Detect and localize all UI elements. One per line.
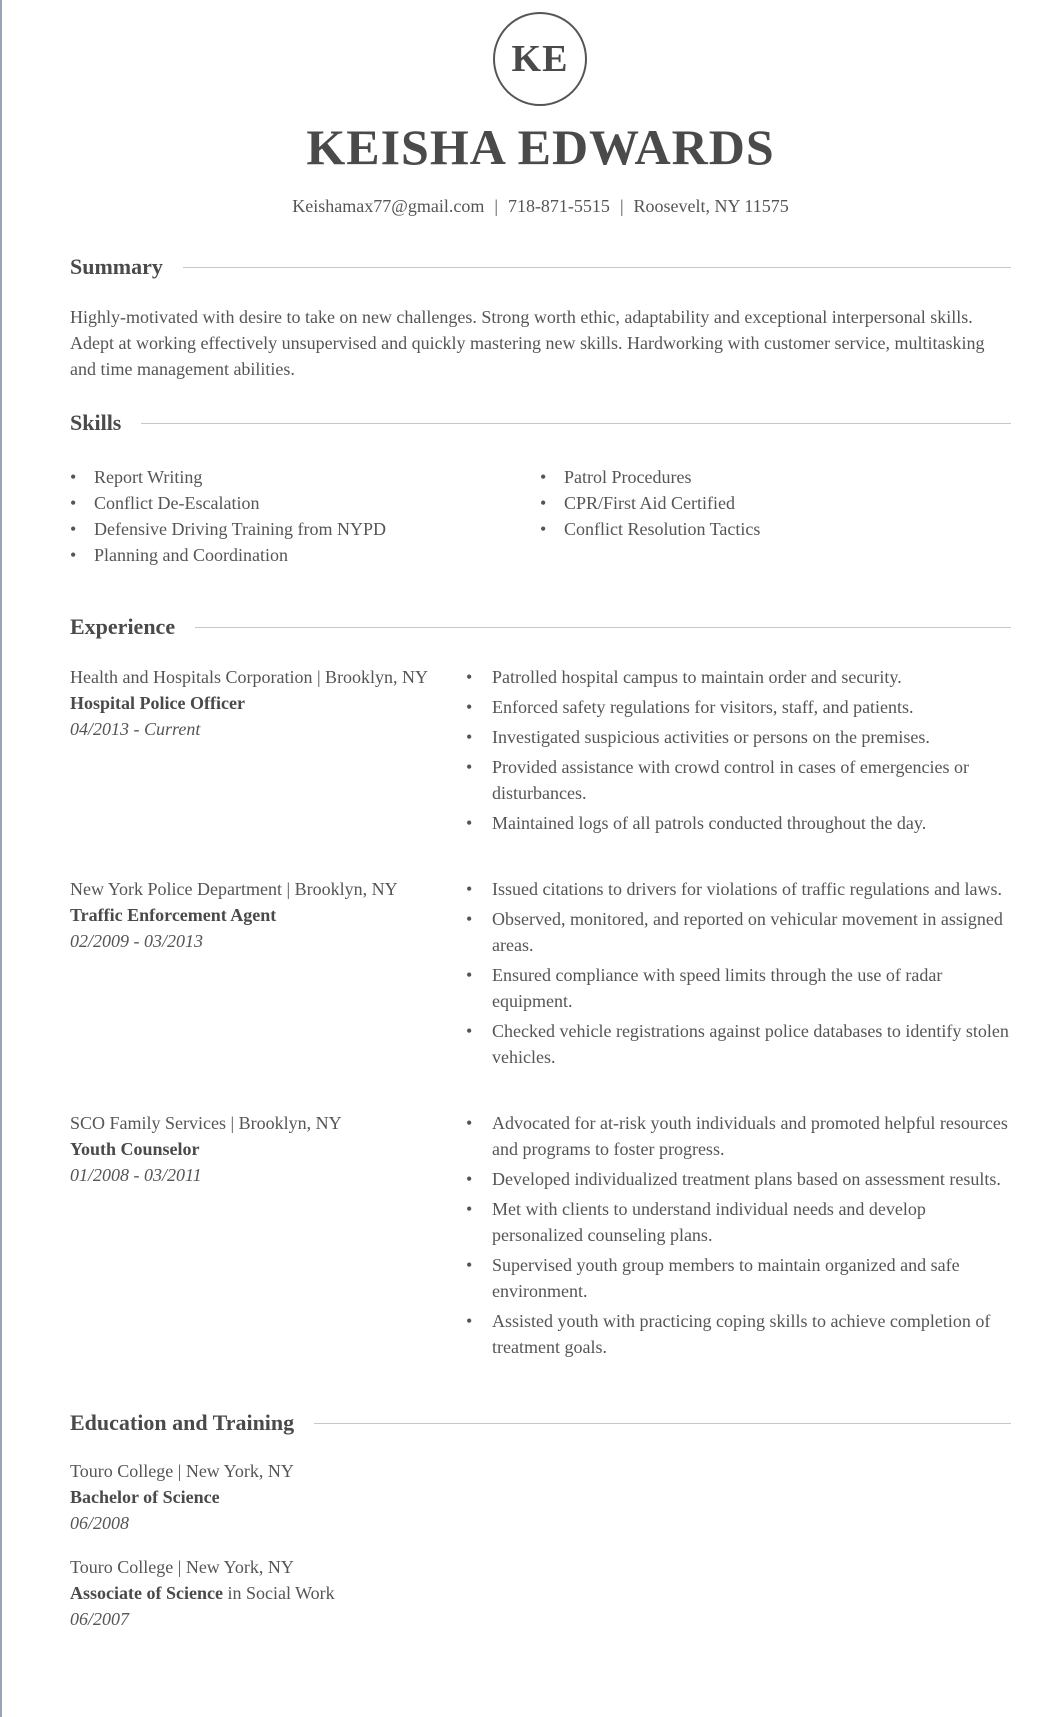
section-title: Education and Training [70, 1410, 295, 1435]
job-entry [70, 664, 1011, 840]
duty-item: • Provided assistance with crowd control in cases of emergencies or disturbances. [464, 754, 1011, 806]
monogram-badge: KE [493, 12, 587, 106]
job-dates: 01/2008 - 03/2011 [70, 1165, 202, 1185]
school: Touro College | New York, NY [70, 1461, 294, 1481]
graduation-date: 06/2008 [70, 1513, 130, 1533]
skills-column [70, 464, 540, 568]
section-divider [183, 267, 1011, 268]
degree [70, 1484, 1011, 1510]
contact-separator: | [494, 196, 498, 216]
job-title: Youth Counselor [70, 1139, 200, 1159]
duty-item: • Supervised youth group members to maintain organized and safe environment. [464, 1252, 1011, 1304]
duty-item: • Maintained logs of all patrols conducted throughout the day. [464, 810, 1011, 836]
job-meta [70, 664, 464, 840]
skill-item: • Defensive Driving Training from NYPD [70, 516, 540, 542]
skill-item: • Patrol Procedures [540, 464, 760, 490]
graduation-date: 06/2007 [70, 1609, 130, 1629]
duty-item: • Investigated suspicious activities or persons on the premises. [464, 724, 1011, 750]
job-dates: 04/2013 - Current [70, 719, 201, 739]
skills-list [70, 464, 1011, 568]
degree-name: Associate of Science [70, 1583, 223, 1603]
job-dates: 02/2009 - 03/2013 [70, 931, 203, 951]
degree-name: Bachelor of Science [70, 1487, 220, 1507]
employer: SCO Family Services | Brooklyn, NY [70, 1113, 342, 1133]
section-title: Summary [70, 254, 163, 279]
phone: 718-871-5515 [507, 196, 610, 216]
job-duties [464, 1110, 1011, 1364]
duty-item: • Met with clients to understand individual needs and develop personalized counseling plans. [464, 1196, 1011, 1248]
duty-item: • Checked vehicle registrations against police databases to identify stolen vehicles. [464, 1018, 1011, 1070]
duty-item: • Ensured compliance with speed limits through the use of radar equipment. [464, 962, 1011, 1014]
email: Keishamax77@gmail.com [292, 196, 485, 216]
summary-text: Highly-motivated with desire to take on new challenges. Strong worth ethic, adaptability and exceptional interpersonal skills. Adept at working effectively unsupervised and quickly mastering new skills. Hardworking with customer service, multitasking and time management abilities. [70, 307, 985, 379]
degree-field: in Social Work [222, 1583, 335, 1603]
duty-item: • Patrolled hospital campus to maintain order and security. [464, 664, 1011, 690]
job-title: Hospital Police Officer [70, 693, 245, 713]
experience-heading [70, 612, 1011, 642]
job-duties [464, 664, 1011, 840]
job-duties [464, 876, 1011, 1074]
job-meta [70, 1110, 464, 1364]
resume-page [70, 0, 1011, 1632]
location: Roosevelt, NY 11575 [633, 196, 789, 216]
skills-column [540, 464, 760, 568]
duty-item: • Observed, monitored, and reported on vehicular movement in assigned areas. [464, 906, 1011, 958]
skill-item: • Conflict Resolution Tactics [540, 516, 760, 542]
skills-section [70, 408, 1011, 568]
duty-item: • Issued citations to drivers for violations of traffic regulations and laws. [464, 876, 1011, 902]
experience-section [70, 612, 1011, 1364]
skill-item: • CPR/First Aid Certified [540, 490, 760, 516]
employer: New York Police Department | Brooklyn, NY [70, 879, 398, 899]
education-heading [70, 1408, 1011, 1438]
section-divider [314, 1423, 1011, 1424]
degree [70, 1580, 1011, 1606]
candidate-name: KEISHA EDWARDS [306, 119, 775, 175]
summary-heading [70, 252, 1011, 282]
skill-item: • Conflict De-Escalation [70, 490, 540, 516]
summary-section [70, 252, 1011, 382]
job-title: Traffic Enforcement Agent [70, 905, 277, 925]
section-divider [195, 627, 1011, 628]
skill-item: • Report Writing [70, 464, 540, 490]
section-title: Skills [70, 410, 122, 435]
skill-item: • Planning and Coordination [70, 542, 540, 568]
job-meta [70, 876, 464, 1074]
duty-item: • Developed individualized treatment plans based on assessment results. [464, 1166, 1011, 1192]
section-title: Experience [70, 614, 176, 639]
page-edge-rule [0, 0, 2, 1717]
employer: Health and Hospitals Corporation | Brooklyn, NY [70, 667, 429, 687]
section-divider [141, 423, 1011, 424]
duty-item: • Advocated for at-risk youth individuals and promoted helpful resources and programs to foster progress. [464, 1110, 1011, 1162]
job-entry [70, 876, 1011, 1074]
education-section [70, 1408, 1011, 1632]
education-entry [70, 1554, 1011, 1632]
school: Touro College | New York, NY [70, 1557, 294, 1577]
education-entry [70, 1458, 1011, 1536]
duty-item: • Enforced safety regulations for visitors, staff, and patients. [464, 694, 1011, 720]
resume-header [70, 0, 1011, 230]
job-entry [70, 1110, 1011, 1364]
skills-heading [70, 408, 1011, 438]
duty-item: • Assisted youth with practicing coping skills to achieve completion of treatment goals. [464, 1308, 1011, 1360]
contact-separator: | [619, 196, 624, 216]
contact-line [70, 194, 1011, 218]
